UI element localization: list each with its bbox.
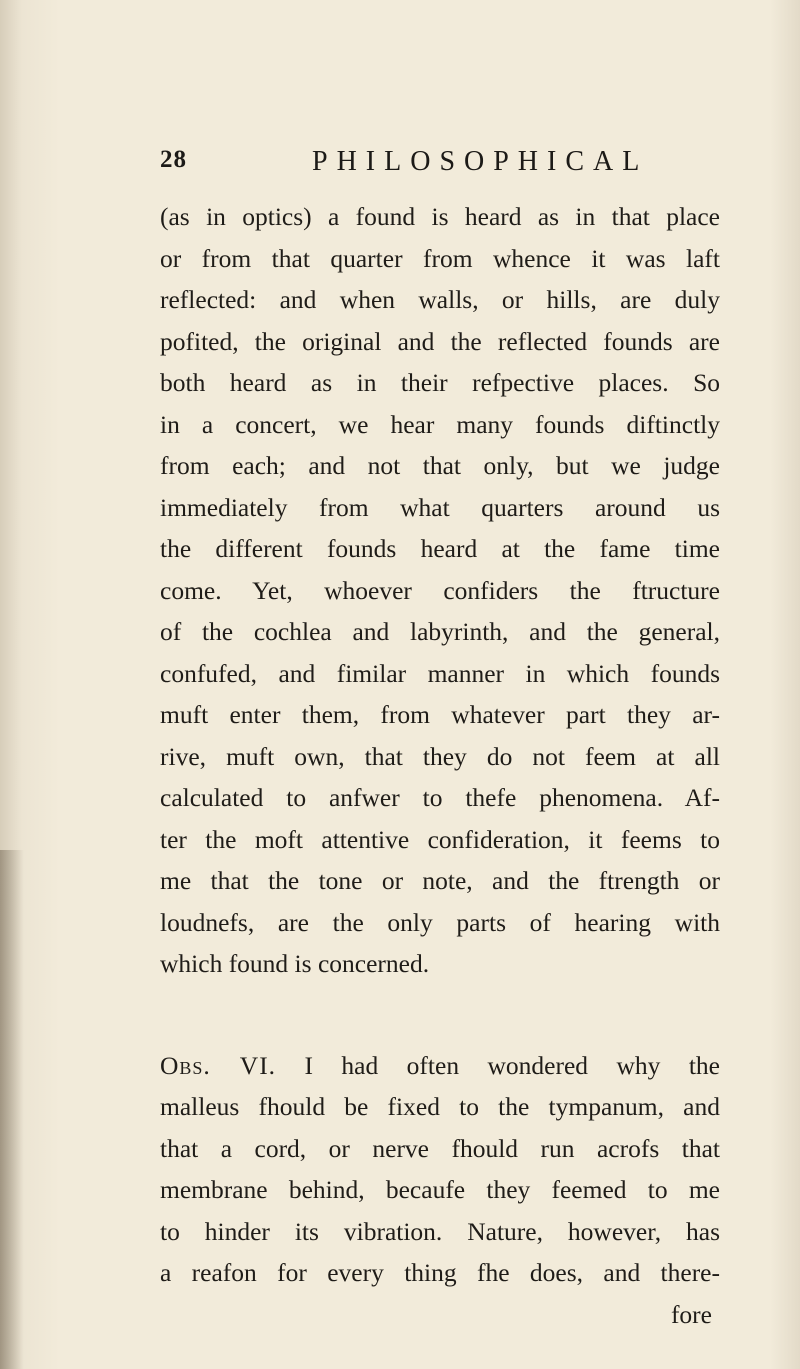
- text-line: in a concert, we hear many founds diftinctly: [160, 409, 720, 439]
- text-line: to hinder its vibration. Nature, however, has: [160, 1216, 720, 1246]
- text-line: malleus fhould be fixed to the tympanum, and: [160, 1092, 720, 1121]
- paragraph-1: [160, 196, 720, 985]
- observation-label: Obs. VI.: [160, 1050, 277, 1080]
- text-line: ter the moft attentive confideration, it feems to: [160, 824, 720, 854]
- text-line: both heard as in their refpective places. So: [160, 368, 720, 397]
- text-line: calculated to anfwer to thefe phenomena. Af-: [160, 783, 720, 812]
- text-line: reflected: and when walls, or hills, are duly: [160, 285, 720, 314]
- text-line: that a cord, or nerve fhould run acrofs that: [160, 1133, 720, 1163]
- text-line: a reafon for every thing fhe does, and there-: [160, 1258, 720, 1287]
- text-line: muft enter them, from whatever part they ar-: [160, 700, 720, 729]
- binding-shadow: [0, 850, 24, 1369]
- text-line: or from that quarter from whence it was laft: [160, 243, 720, 273]
- body-text: [160, 196, 720, 1335]
- paragraph-2: [160, 1045, 720, 1336]
- page-number: 28: [160, 146, 187, 173]
- text-line: of the cochlea and labyrinth, and the general,: [160, 617, 720, 646]
- observation-first-line: I had often wondered why the: [304, 1050, 720, 1080]
- text-line: membrane behind, becaufe they feemed to me: [160, 1175, 720, 1204]
- paragraph-gap: [160, 985, 720, 1045]
- text-line: loudnefs, are the only parts of hearing with: [160, 907, 720, 937]
- text-line: from each; and not that only, but we judge: [160, 451, 720, 480]
- text-line: [160, 1045, 720, 1087]
- text-line: pofited, the original and the reflected founds are: [160, 326, 720, 356]
- text-line: (as in optics) a found is heard as in that place: [160, 202, 720, 231]
- text-line: me that the tone or note, and the ftrength or: [160, 866, 720, 895]
- text-line: rive, muft own, that they do not feem at all: [160, 741, 720, 771]
- text-line: come. Yet, whoever confiders the ftructure: [160, 575, 720, 605]
- text-line: the different founds heard at the fame time: [160, 534, 720, 563]
- catchword: fore: [670, 1299, 712, 1329]
- text-line: immediately from what quarters around us: [160, 492, 720, 522]
- running-head: [160, 146, 720, 186]
- text-line: which found is concerned.: [160, 949, 430, 978]
- running-title: PHILOSOPHICAL: [312, 146, 649, 177]
- text-line: confufed, and fimilar manner in which founds: [160, 658, 720, 688]
